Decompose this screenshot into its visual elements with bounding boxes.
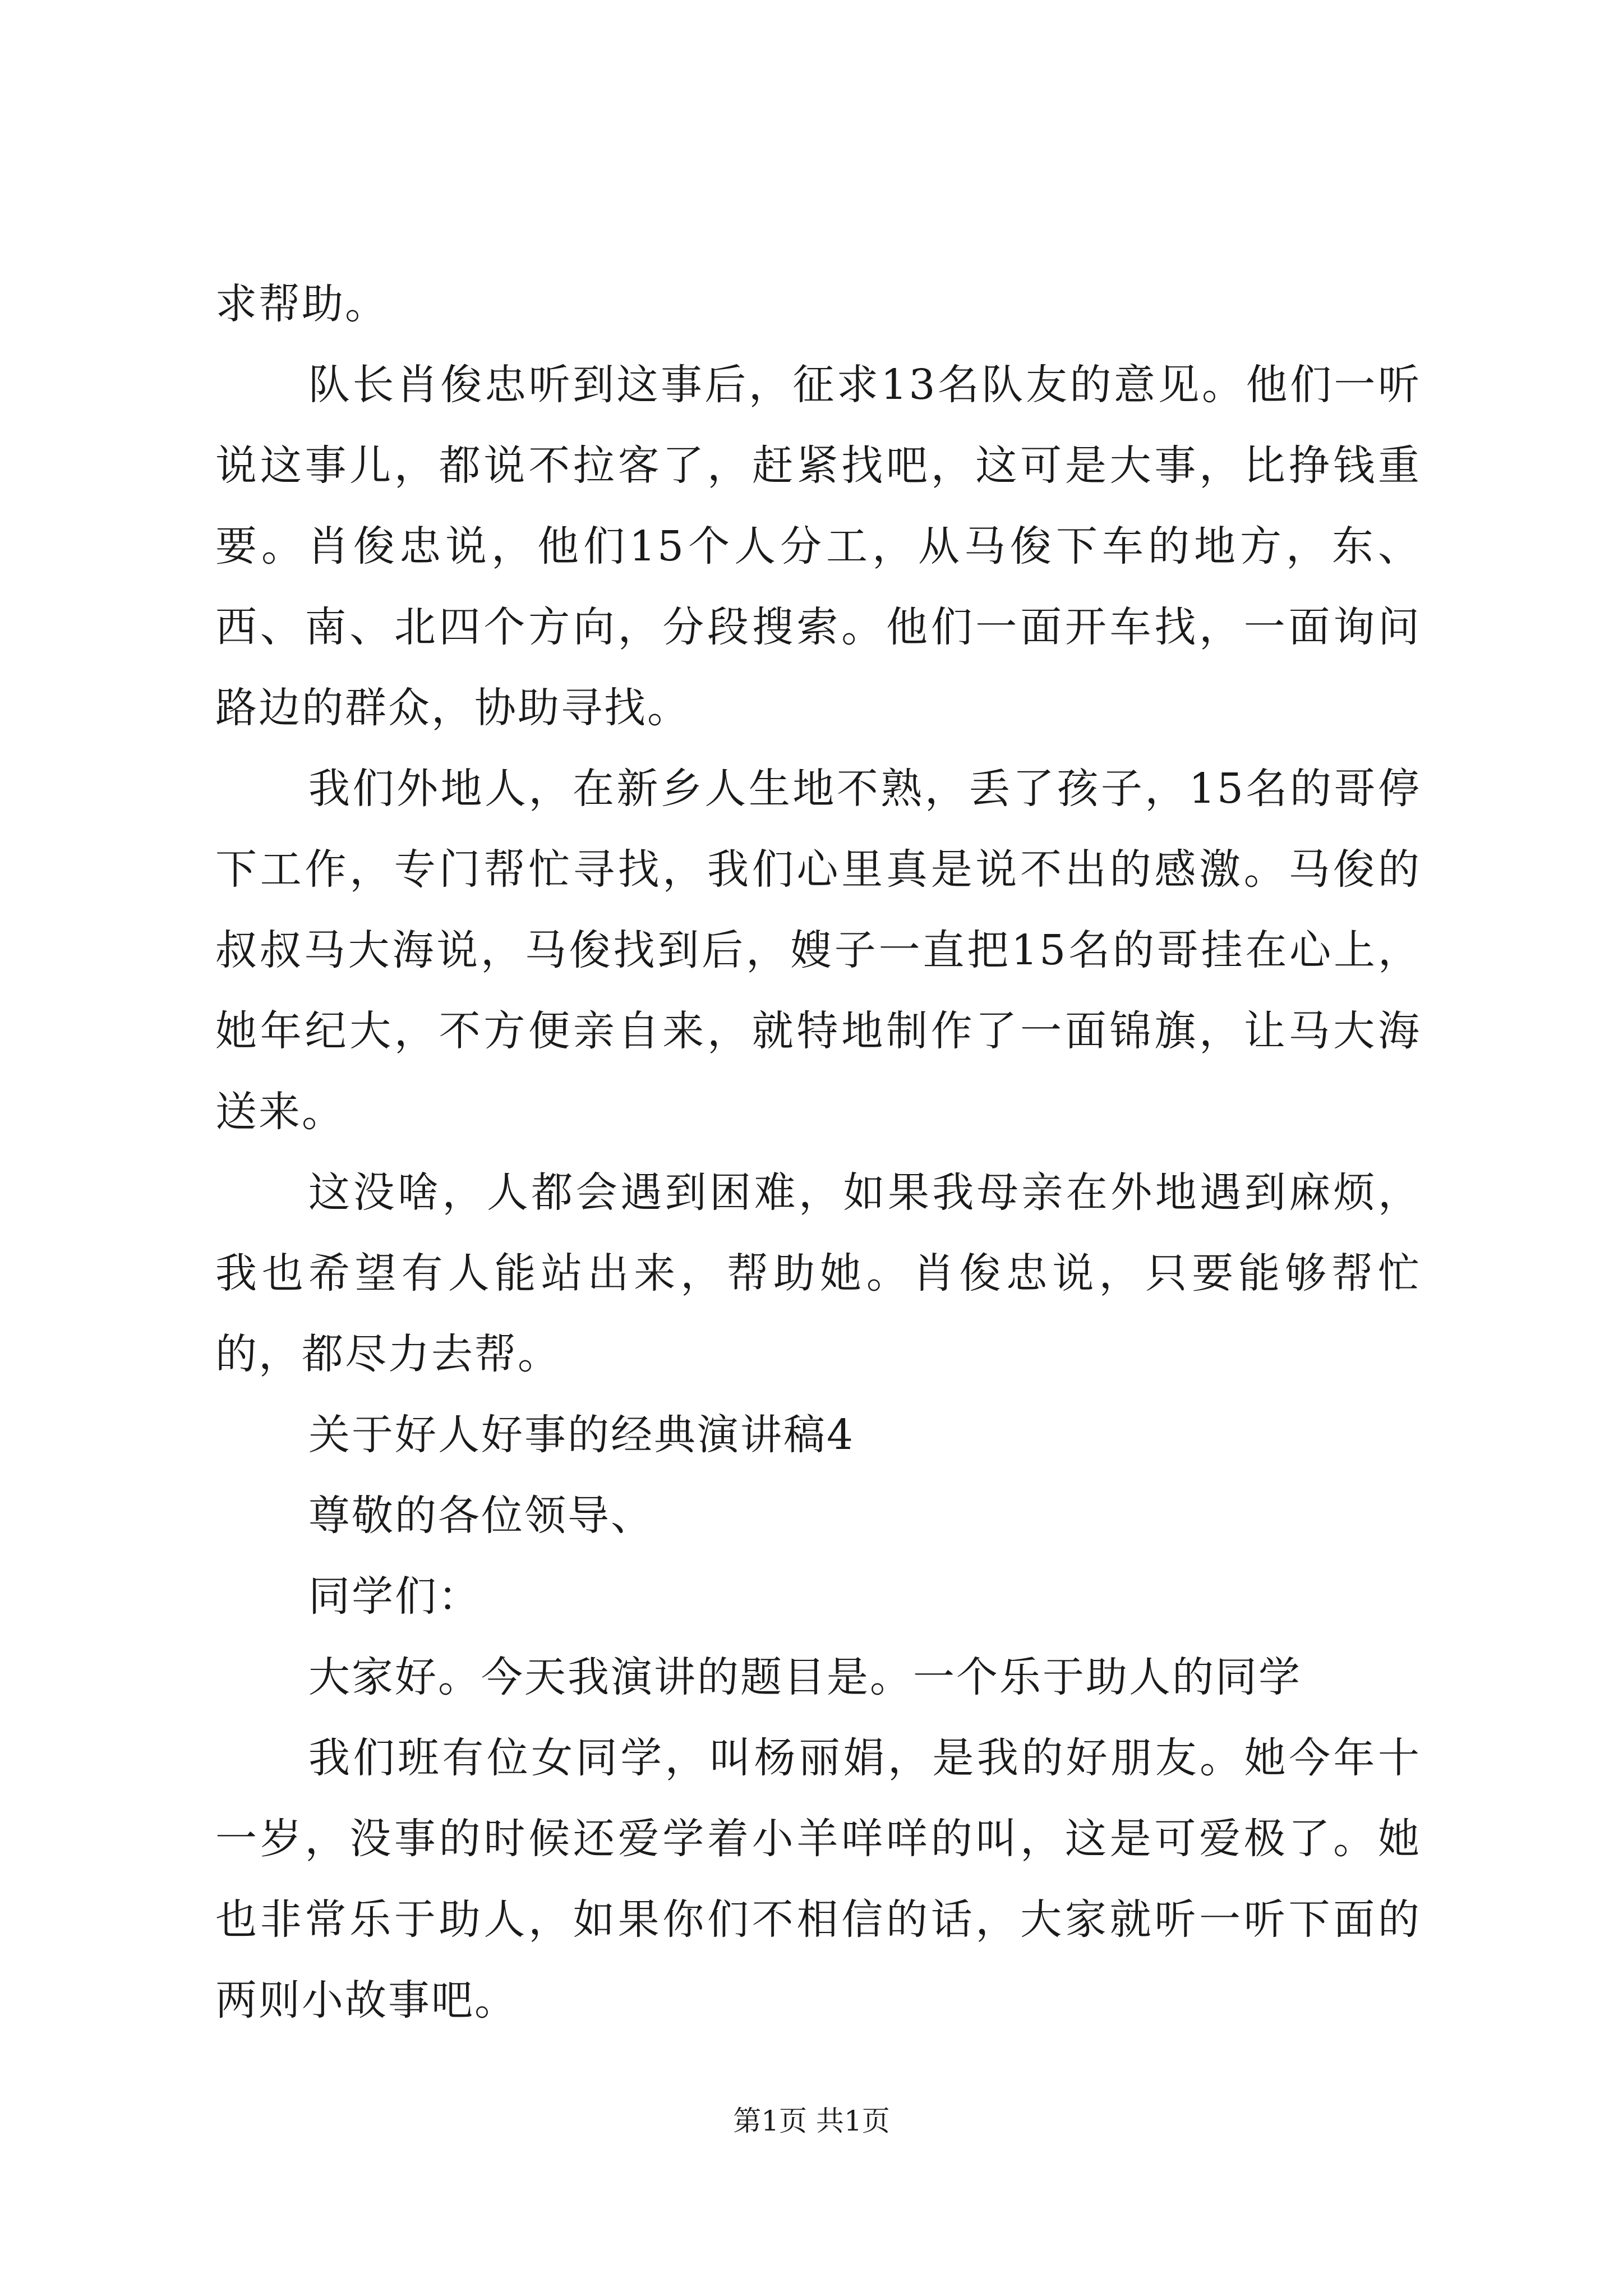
paragraph: 队长肖俊忠听到这事后，征求13名队友的意见。他们一听说这事儿，都说不拉客了，赶紧找吧，这可是大事，比挣钱重要。肖俊忠说，他们15个人分工，从马俊下车的地方，东、西、南、北四个方向，分段搜索。他们一面开车找，一面询问路边的群众，协助寻找。 (215, 361, 1421, 732)
paragraph: 我们班有位女同学，叫杨丽娟，是我的好朋友。她今年十一岁，没事的时候还爱学着小羊咩咩的叫，这是可爱极了。她也非常乐于助人，如果你们不相信的话，大家就听一听下面的两则小故事吧。 (215, 1734, 1421, 2024)
paragraph: 大家好。今天我演讲的题目是。一个乐于助人的同学 (308, 1653, 1302, 1701)
paragraph: 我们外地人，在新乡人生地不熟，丢了孩子，15名的哥停下工作，专门帮忙寻找，我们心里真是说不出的感激。马俊的叔叔马大海说，马俊找到后，嫂子一直把15名的哥挂在心上，她年纪大，不方便亲自来，就特地制作了一面锦旗，让马大海送来。 (215, 765, 1421, 1136)
paragraph: 这没啥，人都会遇到困难，如果我母亲在外地遇到麻烦，我也希望有人能站出来，帮助她。肖俊忠说，只要能够帮忙的，都尽力去帮。 (215, 1168, 1421, 1378)
section-heading: 关于好人好事的经典演讲稿4 (308, 1411, 855, 1459)
page-footer (0, 2101, 1623, 2141)
paragraph: 求帮助。 (215, 280, 388, 328)
salutation-line: 尊敬的各位领导、 (308, 1492, 654, 1540)
page-number: 第1页 共1页 (733, 2105, 890, 2137)
salutation-line: 同学们： (308, 1572, 481, 1621)
document-body (215, 264, 1421, 2041)
